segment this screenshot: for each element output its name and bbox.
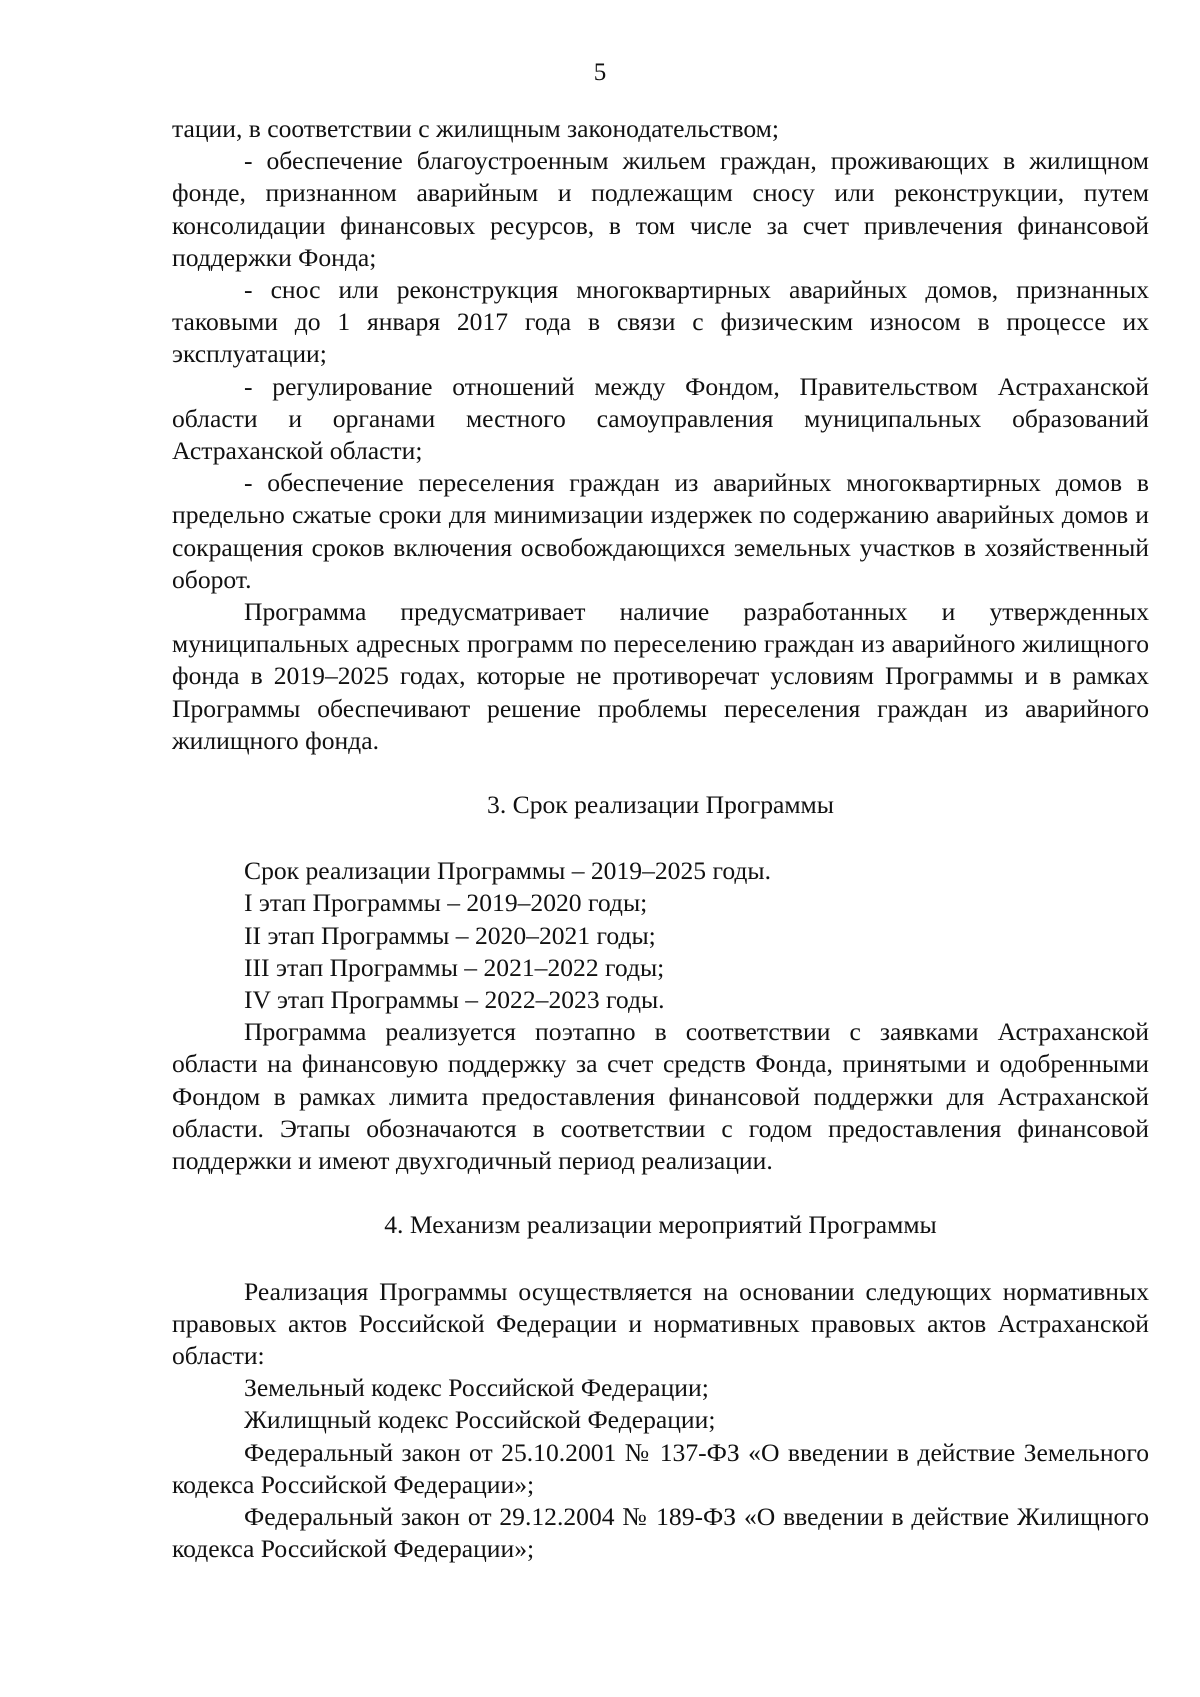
- section-4-intro: Реализация Программы осуществляется на основании следующих нормативных правовых актов Российской Федерации и нормативных правовых актов Астраханской области:: [172, 1276, 1149, 1370]
- paragraph-continuation: тации, в соответствии с жилищным законодательством;: [172, 114, 779, 143]
- term-line: Срок реализации Программы – 2019–2025 годы.: [244, 856, 771, 886]
- list-item-housing-provision: - обеспечение благоустроенным жильем граждан, проживающих в жилищном фонде, признанном аварийным и подлежащим сносу или реконструкции, путем консолидации финансовых ресурсов, в том числе за счет привлечения финансовой поддержки Фонда;: [172, 146, 1149, 272]
- federal-law-189: Федеральный закон от 29.12.2004 № 189-ФЗ «О введении в действие Жилищного кодекса Российской Федерации»;: [172, 1501, 1149, 1564]
- section-4-heading: 4. Механизм реализации мероприятий Программы: [384, 1210, 937, 1240]
- federal-law-137: Федеральный закон от 25.10.2001 № 137-ФЗ «О введении в действие Земельного кодекса Российской Федерации»;: [172, 1437, 1149, 1499]
- housing-code-line: Жилищный кодекс Российской Федерации;: [244, 1405, 716, 1435]
- list-item-demolition: - снос или реконструкция многоквартирных аварийных домов, признанных таковыми до 1 января 2017 года в связи с физическим износом в процессе их эксплуатации;: [172, 275, 1149, 369]
- section-3-paragraph: Программа реализуется поэтапно в соответствии с заявками Астраханской области на финансовую поддержку за счет средств Фонда, принятыми и одобренными Фондом в рамках лимита предоставления финансовой поддержки для Астраханской области. Этапы обозначаются в соответствии с годом предоставления финансовой поддержки и имеют двухгодичный период реализации.: [172, 1017, 1149, 1176]
- stage-2-line: II этап Программы – 2020–2021 годы;: [244, 920, 656, 950]
- stage-1-line: I этап Программы – 2019–2020 годы;: [244, 888, 648, 918]
- document-body: [172, 113, 1149, 1565]
- stage-4-line: IV этап Программы – 2022–2023 годы.: [244, 985, 665, 1015]
- list-item-resettlement: - обеспечение переселения граждан из аварийных многоквартирных домов в предельно сжатые сроки для минимизации издержек по содержанию аварийных домов и сокращения сроков включения освобождающихся земельных участков в хозяйственный оборот.: [172, 468, 1149, 594]
- section-3-heading: 3. Срок реализации Программы: [487, 790, 834, 820]
- stage-3-line: III этап Программы – 2021–2022 годы;: [244, 952, 665, 982]
- page-number: 5: [593, 59, 607, 86]
- land-code-line: Земельный кодекс Российской Федерации;: [244, 1373, 709, 1403]
- list-item-regulation: - регулирование отношений между Фондом, Правительством Астраханской области и органами местного самоуправления муниципальных образований Астраханской области;: [172, 371, 1149, 466]
- paragraph-program-provides: Программа предусматривает наличие разработанных и утвержденных муниципальных адресных программ по переселению граждан из аварийного жилищного фонда в 2019–2025 годах, которые не противоречат условиям Программы и в рамках Программы обеспечивают решение проблемы переселения граждан из аварийного жилищного фонда.: [172, 597, 1149, 755]
